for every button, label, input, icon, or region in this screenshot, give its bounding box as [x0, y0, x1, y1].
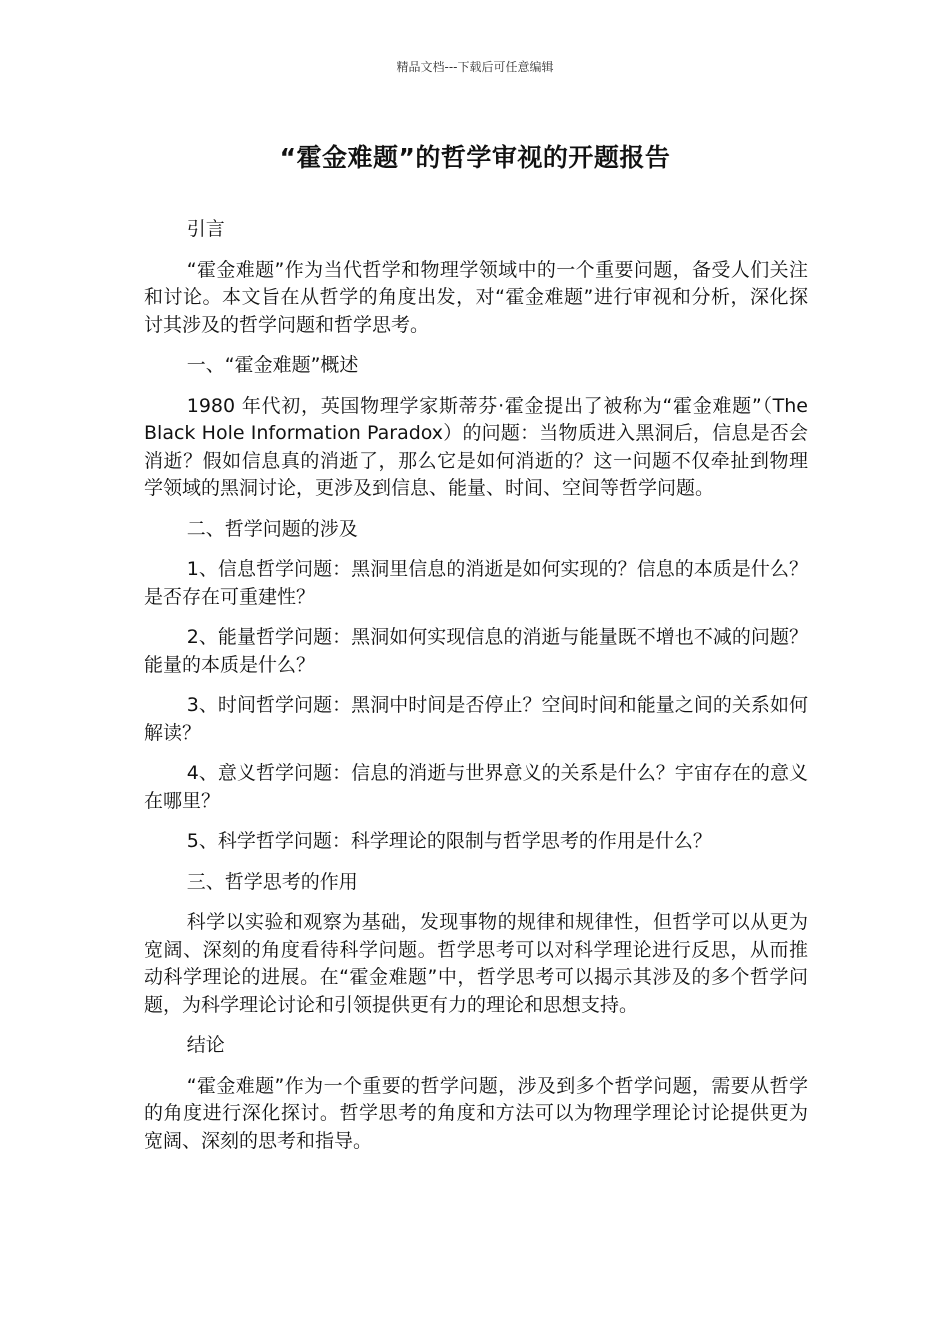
list-item-time: 3、时间哲学问题：黑洞中时间是否停止？空间时间和能量之间的关系如何解读？ [144, 694, 808, 744]
list-item-energy: 2、能量哲学问题：黑洞如何实现信息的消逝与能量既不增也不减的问题？能量的本质是什么？ [144, 626, 808, 676]
paragraph-conclusion: “霍金难题”作为一个重要的哲学问题，涉及到多个哲学问题，需要从哲学的角度进行深化探讨。哲学思考的角度和方法可以为物理学理论讨论提供更为宽阔、深刻的思考和指导。 [144, 1074, 808, 1152]
heading-section-1: 一、“霍金难题”概述 [186, 354, 359, 376]
document-title: “霍金难题”的哲学审视的开题报告 [279, 143, 671, 172]
list-item-meaning: 4、意义哲学问题：信息的消逝与世界意义的关系是什么？宇宙存在的意义在哪里？ [144, 762, 808, 812]
paragraph-overview: 1980 年代初，英国物理学家斯蒂芬·霍金提出了被称为“霍金难题”（The Black Hole Information Paradox）的问题：当物质进入黑洞后，信息是否会消逝？假如信息真的消逝了，那么它是如何消逝的？这一问题不仅牵扯到物理学领域的黑洞讨论，更涉及到信息、能量、时间、空间等哲学问题。 [144, 394, 808, 499]
list-item-information: 1、信息哲学问题：黑洞里信息的消逝是如何实现的？信息的本质是什么？是否存在可重建性？ [144, 558, 808, 608]
paragraph-introduction: “霍金难题”作为当代哲学和物理学领域中的一个重要问题，备受人们关注和讨论。本文旨在从哲学的角度出发，对“霍金难题”进行审视和分析，深化探讨其涉及的哲学问题和哲学思考。 [144, 258, 808, 336]
page-header: 精品文档---下载后可任意编辑 [396, 60, 554, 74]
document-body [144, 216, 808, 1168]
heading-section-3: 三、哲学思考的作用 [186, 870, 358, 893]
list-item-science: 5、科学哲学问题：科学理论的限制与哲学思考的作用是什么？ [186, 830, 712, 852]
heading-introduction: 引言 [186, 218, 225, 240]
heading-section-2: 二、哲学问题的涉及 [186, 517, 358, 540]
paragraph-role: 科学以实验和观察为基础，发现事物的规律和规律性，但哲学可以从更为宽阔、深刻的角度看待科学问题。哲学思考可以对科学理论进行反思，从而推动科学理论的进展。在“霍金难题”中，哲学思考可以揭示其涉及的多个哲学问题，为科学理论讨论和引领提供更有力的理论和思想支持。 [144, 911, 808, 1016]
heading-conclusion: 结论 [186, 1034, 225, 1056]
